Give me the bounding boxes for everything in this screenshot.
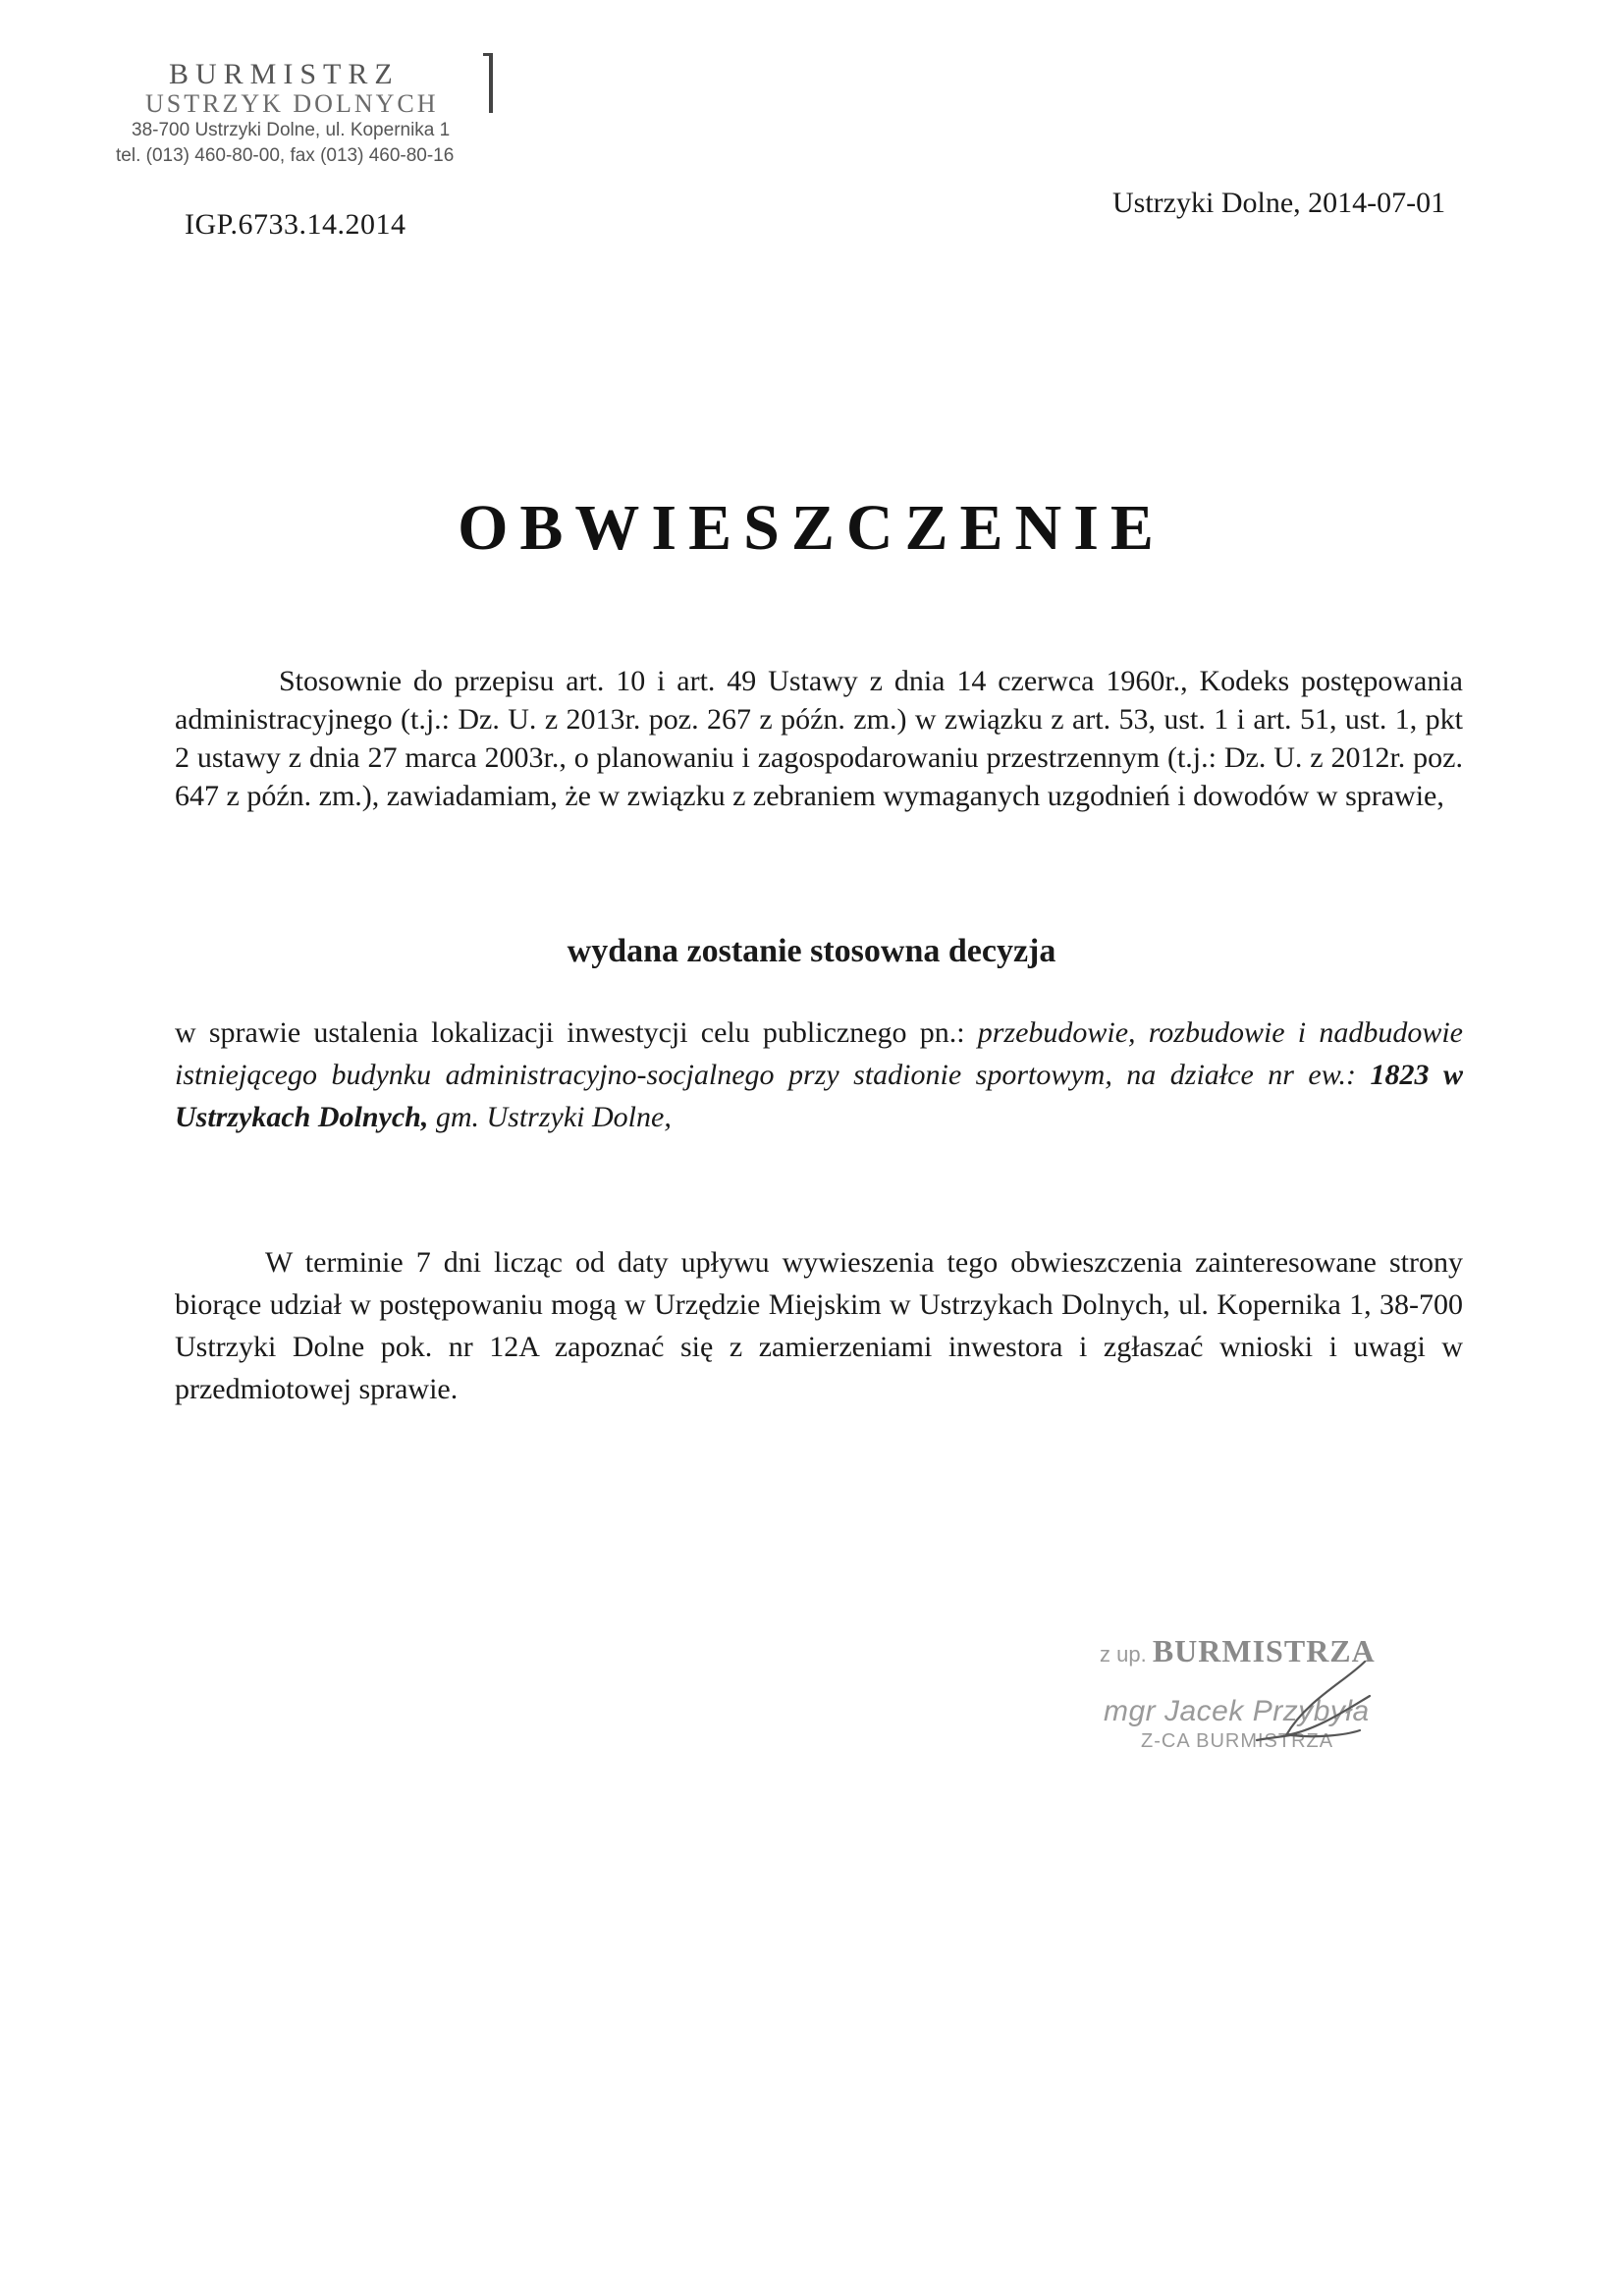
decision-subheading: wydana zostanie stosowna decyzja [567,933,1056,969]
stamp-bracket-mark [483,53,493,113]
stamp-city: USTRZYK DOLNYCH [145,89,439,118]
stamp-title: BURMISTRZ [169,58,400,90]
paragraph-deadline: W terminie 7 dni licząc od daty upływu wywieszenia tego obwieszczenia zainteresowane strony biorące udział w postępowaniu mogą w Urzędzie Miejskim w Ustrzykach Dolnych, ul. Kopernika 1, 38-700 Ustrzyki Dolne pok. nr 12A zapoznać się z zamierzeniami inwestora i zgłaszać wnioski i uwagi w przedmiotowej sprawie. [175,1246,1463,1405]
signature-prefix: z up. [1100,1642,1147,1667]
paragraph-legal-basis: Stosownie do przepisu art. 10 i art. 49 Ustawy z dnia 14 czerwca 1960r., Kodeks postępowania administracyjnego (t.j.: Dz. U. z 2013r. poz. 267 z późn. zm.) w związku z art. 53, ust. 1 i art. 51, ust. 1, pkt 2 ustawy z dnia 27 marca 2003r., o planowaniu i zagospodarowaniu przestrzennym (t.j.: Dz. U. z 2012r. poz. 647 z późn. zm.), zawiadamiam, że w związku z zebraniem wymaganych uzgodnień i dowodów w sprawie, [175,665,1463,812]
place-date: Ustrzyki Dolne, 2014-07-01 [1112,187,1446,219]
signatory-role: Z-CA BURMISTRZA [1141,1730,1334,1752]
investment-intro: w sprawie ustalenia lokalizacji inwestycji celu publicznego pn.: [175,1016,978,1049]
handwritten-signature [1198,1642,1394,1770]
signature-office: BURMISTRZA [1152,1633,1376,1668]
document-title: OBWIESZCZENIE [458,492,1165,564]
parcel-location: 1823 w Ustrzykach Dolnych, [175,1059,1463,1133]
paragraph-investment [175,1011,1463,1138]
municipality: gm. Ustrzyki Dolne, [428,1101,672,1133]
reference-number: IGP.6733.14.2014 [185,208,406,241]
signatory-name: mgr Jacek Przybyła [1104,1695,1370,1727]
investment-description: przebudowie, rozbudowie i nadbudowie istniejącego budynku administracyjno-socjalnego przy stadionie sportowym, na działce nr ew.: [175,1016,1463,1091]
office-stamp [116,59,509,169]
stamp-phone: tel. (013) 460-80-00, fax (013) 460-80-16 [116,145,455,166]
stamp-address: 38-700 Ustrzyki Dolne, ul. Kopernika 1 [132,120,451,140]
